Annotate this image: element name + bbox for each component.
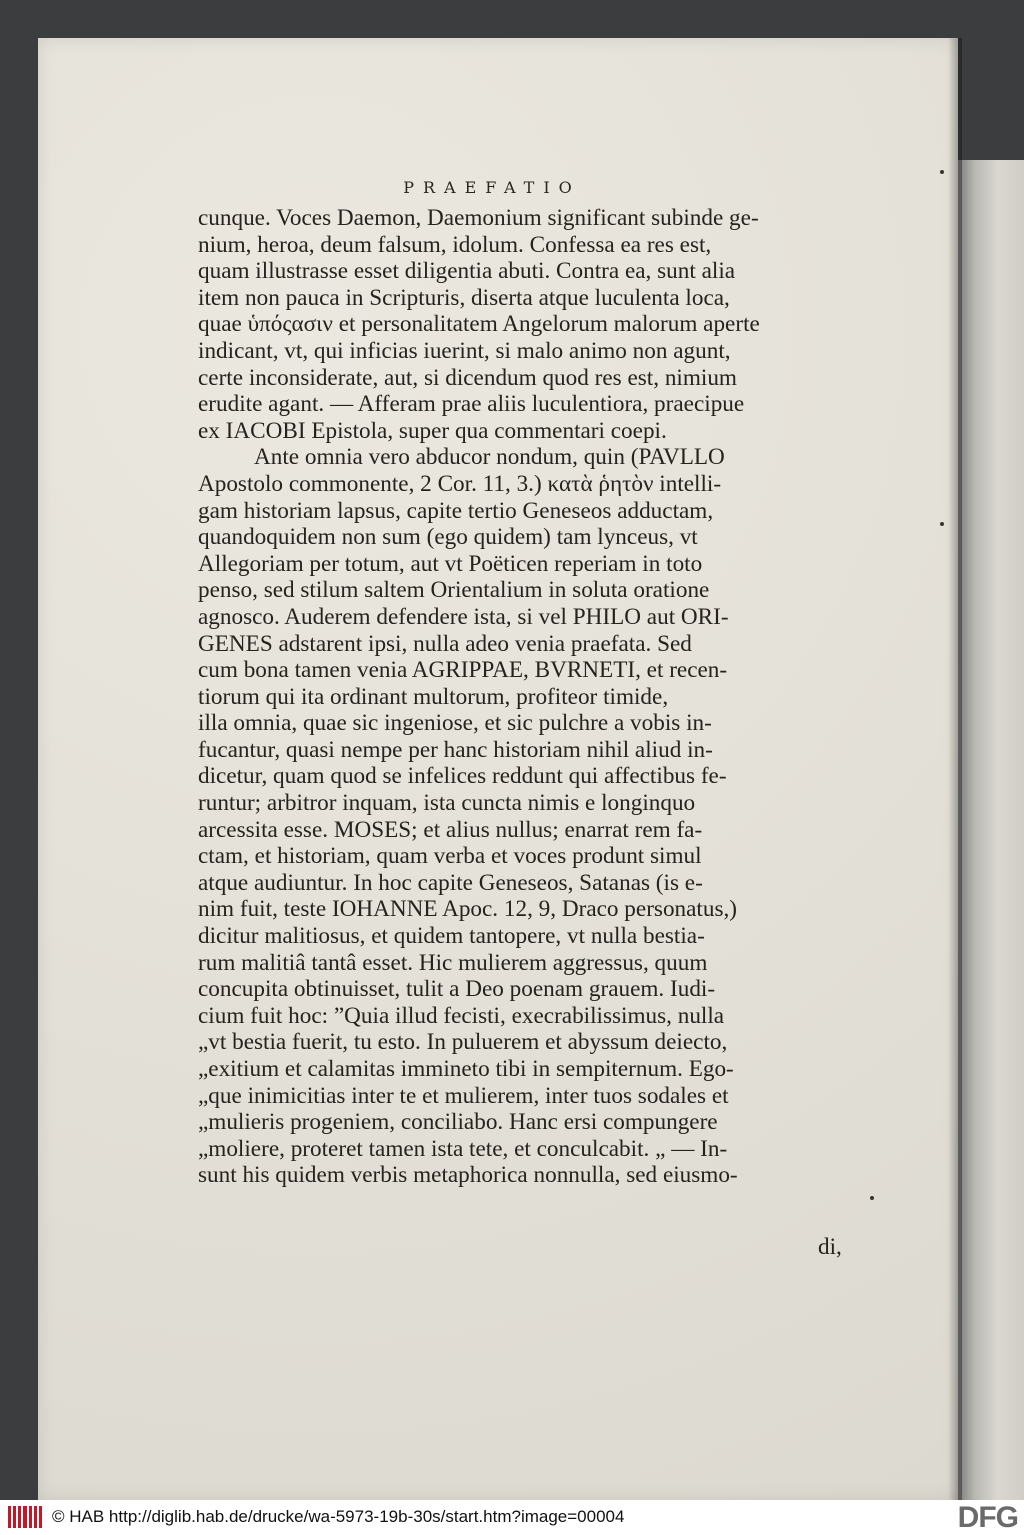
text-line: erudite agant. — Afferam prae aliis luculentiora, praecipue: [198, 391, 745, 418]
text-line: runtur; arbitror inquam, ista cuncta nimis e longinquo: [198, 790, 696, 817]
catchword: di,: [818, 1234, 842, 1260]
text-line: GENES adstarent ipsi, nulla adeo venia praefata. Sed: [198, 630, 692, 657]
text-line: „moliere, proteret tamen ista tete, et conculcabit. „ — In-: [198, 1135, 728, 1162]
text-line: nium, heroa, deum falsum, idolum. Confessa ea res est,: [198, 231, 712, 258]
page-edge: [958, 160, 1024, 1500]
viewer-footer: [0, 1500, 1024, 1535]
paragraph-start-line: Ante omnia vero abducor nondum, quin (PAVLLO: [254, 444, 725, 471]
text-line: dicetur, quam quod se infelices reddunt qui affectibus fe-: [198, 763, 727, 790]
text-line: ex IACOBI Epistola, super qua commentari coepi.: [198, 417, 667, 444]
text-line: Apostolo commonente, 2 Cor. 11, 3.) κατὰ ῥητὸν intelli-: [198, 470, 722, 497]
text-line: ctam, et historiam, quam verba et voces produnt simul: [198, 843, 702, 870]
text-line: quandoquidem non sum (ego quidem) tam lynceus, vt: [198, 524, 698, 551]
text-line: cum bona tamen venia AGRIPPAE, BVRNETI, et recen-: [198, 657, 728, 684]
text-line: dicitur malitiosus, et quidem tantopere, vt nulla bestia-: [198, 923, 705, 950]
text-line: „vt bestia fuerit, tu esto. In puluerem et abyssum deiecto,: [198, 1029, 728, 1056]
text-line: tiorum qui ita ordinant multorum, profiteor timide,: [198, 683, 669, 710]
text-line: indicant, vt, qui inficias iuerint, si malo animo non agunt,: [198, 337, 731, 364]
text-line: sunt his quidem verbis metaphorica nonnulla, sed eiusmo-: [198, 1162, 738, 1189]
text-line: Allegoriam per totum, aut vt Poëticen reperiam in toto: [198, 550, 703, 577]
text-line: concupita obtinuisset, tulit a Deo poenam grauem. Iudi-: [198, 976, 716, 1003]
text-line: rum malitiâ tantâ esset. Hic mulierem aggressus, quum: [198, 949, 708, 976]
text-line: penso, sed stilum saltem Orientalium in soluta oratione: [198, 577, 710, 604]
text-line: atque audiuntur. In hoc capite Geneseos, Satanas (is e-: [198, 869, 703, 896]
text-line: gam historiam lapsus, capite tertio Geneseos adductam,: [198, 497, 714, 524]
running-head: PRAEFATIO: [403, 178, 581, 197]
text-line: „que inimicitias inter te et mulierem, inter tuos sodales et: [198, 1082, 729, 1109]
text-line: certe inconsiderate, aut, si dicendum quod res est, nimium: [198, 364, 737, 391]
body-text: [198, 205, 862, 1189]
text-line: illa omnia, quae sic ingeniose, et sic pulchre a vobis in-: [198, 710, 712, 737]
text-line: fucantur, quasi nempe per hanc historiam nihil aliud in-: [198, 736, 713, 763]
source-link[interactable]: © HAB http://diglib.hab.de/drucke/wa-5973-19b-30s/start.htm?image=00004: [52, 1507, 625, 1526]
text-line: „mulieris progeniem, conciliabo. Hanc ersi compungere: [198, 1109, 718, 1136]
margin-mark: [940, 170, 944, 174]
text-line: quae ὑπόςασιν et personalitatem Angelorum malorum aperte: [198, 311, 760, 338]
margin-mark: [870, 1196, 874, 1200]
library-barcode-icon: [8, 1506, 42, 1528]
text-line: nim fuit, teste IOHANNE Apoc. 12, 9, Draco personatus,): [198, 896, 737, 923]
text-line: item non pauca in Scripturis, diserta atque luculenta loca,: [198, 284, 730, 311]
margin-mark: [940, 522, 944, 526]
text-line: „exitium et calamitas immineto tibi in sempiternum. Ego-: [198, 1056, 734, 1082]
text-line: agnosco. Auderem defendere ista, si vel PHILO aut ORI-: [198, 603, 729, 630]
spine-shadow: [948, 38, 962, 1500]
dfg-logo: DFG: [957, 1501, 1018, 1534]
text-line: cunque. Voces Daemon, Daemonium significant subinde ge-: [198, 205, 759, 231]
text-line: arcessita esse. MOSES; et alius nullus; enarrat rem fa-: [198, 816, 703, 843]
text-line: cium fuit hoc: ”Quia illud fecisti, execrabilissimus, nulla: [198, 1002, 725, 1029]
text-line: quam illustrasse esset diligentia abuti. Contra ea, sunt alia: [198, 258, 736, 285]
